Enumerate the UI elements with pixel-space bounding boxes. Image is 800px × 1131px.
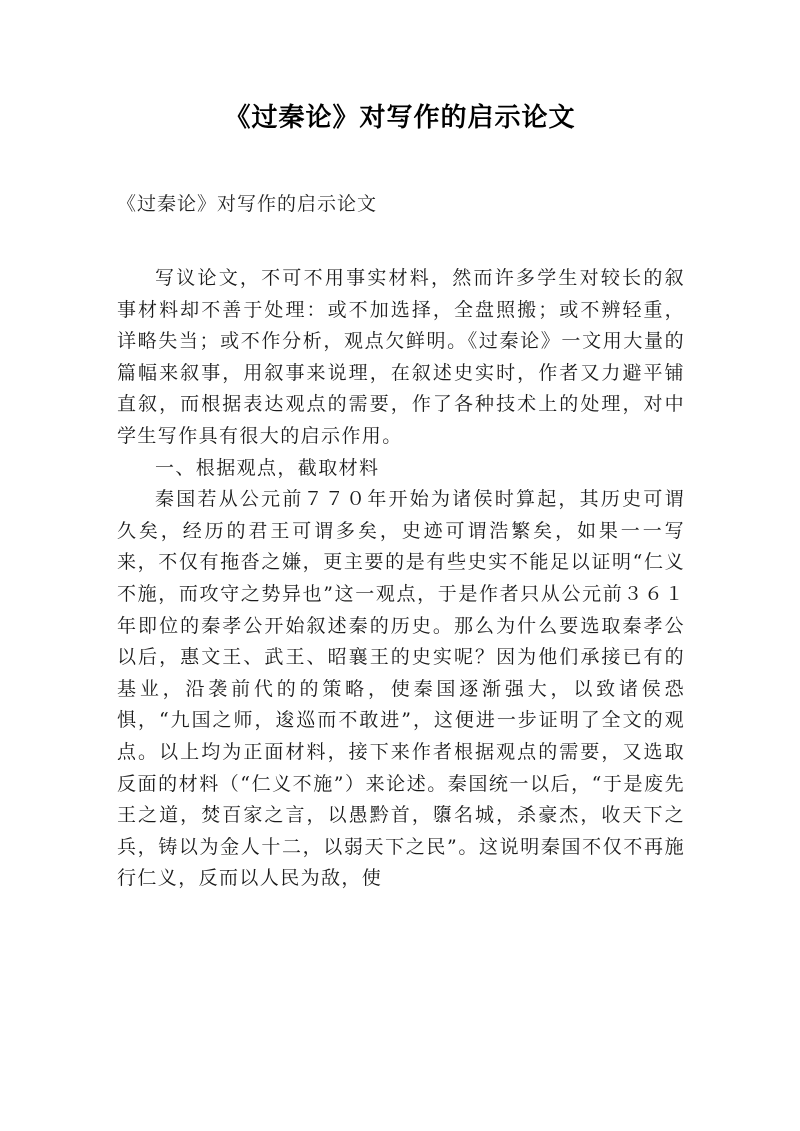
document-body	[117, 263, 685, 895]
paragraph-intro: 写议论文，不可不用事实材料，然而许多学生对较长的叙事材料却不善于处理：或不加选择，全盘照搬；或不辨轻重，详略失当；或不作分析，观点欠鲜明。《过秦论》一文用大量的篇幅来叙事，用叙事来说理，在叙述史实时，作者又力避平铺直叙，而根据表达观点的需要，作了各种技术上的处理，对中学生写作具有很大的启示作用。	[117, 267, 685, 447]
document-title: 《过秦论》对写作的启示论文	[224, 103, 576, 133]
paragraph-section-one: 秦国若从公元前７７０年开始为诸侯时算起，其历史可谓久矣，经历的君王可谓多矣，史迹可谓浩繁矣，如果一一写来，不仅有拖沓之嫌，更主要的是有些史实不能足以证明“仁义不施，而攻守之势异也”这一观点，于是作者只从公元前３６１年即位的秦孝公开始叙述秦的历史。那么为什么要选取秦孝公以后，惠文王、武王、昭襄王的史实呢？因为他们承接已有的基业，沿袭前代的的策略，使秦国逐渐强大，以致诸侯恐惧，“九国之师，逡巡而不敢进”，这便进一步证明了全文的观点。以上均为正面材料，接下来作者根据观点的需要，又选取反面的材料（“仁义不施”）来论述。秦国统一以后，“于是废先王之道，焚百家之言，以愚黔首，隳名城，杀豪杰，收天下之兵，铸以为金人十二，以弱天下之民”。这说明秦国不仅不再施行仁义，反而以人民为敌，使	[117, 488, 685, 890]
section-heading: 一、根据观点，截取材料	[155, 456, 380, 479]
document-subtitle: 《过秦论》对写作的启示论文	[117, 193, 378, 215]
